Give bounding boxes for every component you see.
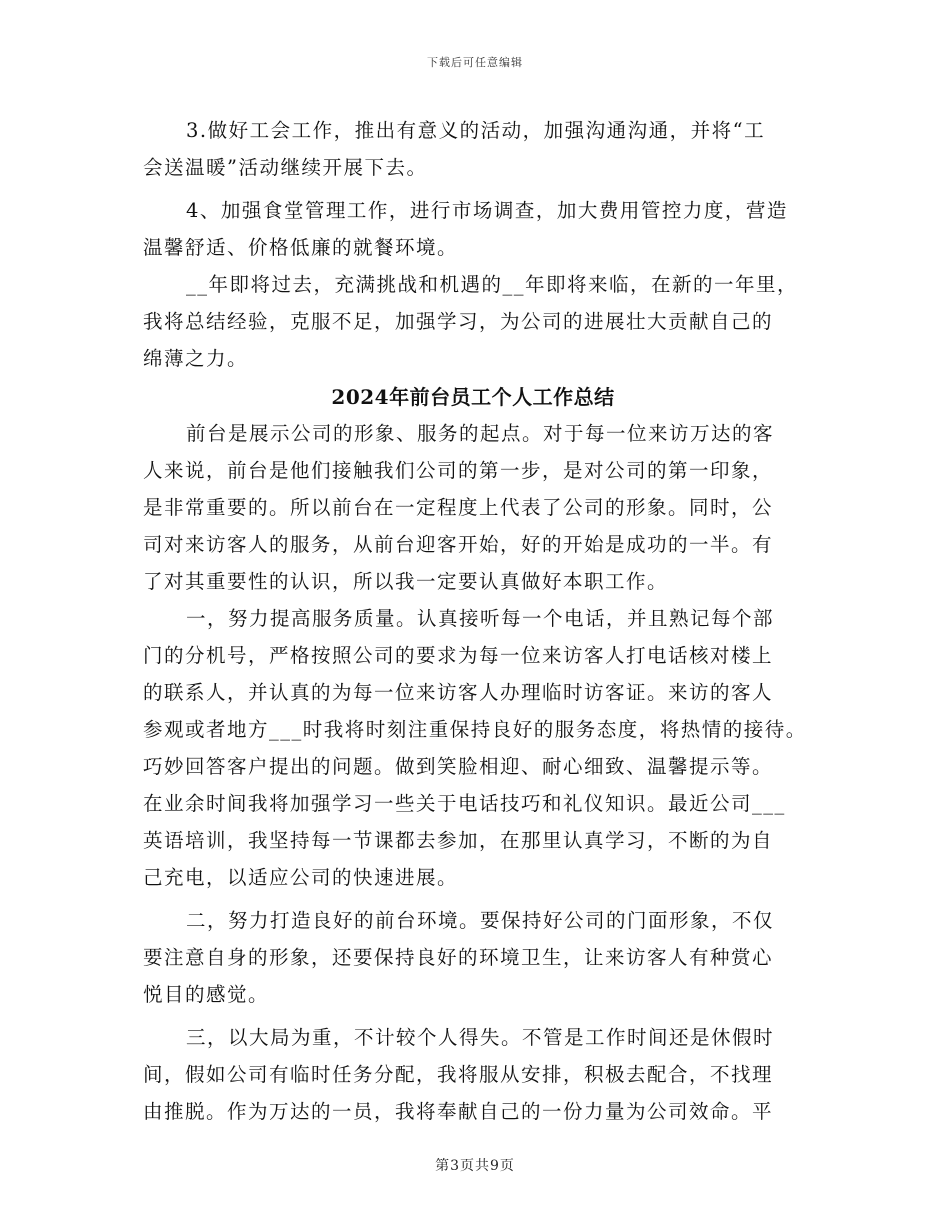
- text-line: 前台是展示公司的形象、服务的起点。对于每一位来访万达的客: [186, 422, 775, 445]
- page-header: 下载后可任意编辑: [427, 56, 523, 69]
- text-line: __年即将过去，充满挑战和机遇的__年即将来临，在新的一年里，: [186, 273, 799, 296]
- paragraph-item-3: [143, 112, 803, 186]
- text-line: 4、加强食堂管理工作，进行市场调查，加大费用管控力度，营造: [186, 199, 788, 222]
- closing-paragraph: [143, 266, 803, 377]
- text-line: 3.做好工会工作，推出有意义的活动，加强沟通沟通，并将“工: [186, 119, 766, 142]
- text-line: 一，努力提高服务质量。认真接听每一个电话，并且熟记每个部: [186, 607, 775, 630]
- text-line: 英语培训，我坚持每一节课都去参加，在那里认真学习，不断的为自: [143, 829, 774, 852]
- text-line: 是非常重要的。所以前台在一定程度上代表了公司的形象。同时，公: [143, 496, 774, 519]
- text-line: 会送温暖”活动继续开展下去。: [143, 156, 428, 179]
- text-line: 巧妙回答客户提出的问题。做到笑脸相迎、耐心细致、温馨提示等。: [143, 755, 774, 778]
- text-line: 三，以大局为重，不计较个人得失。不管是工作时间还是休假时: [186, 1026, 775, 1049]
- page-number: 第3页共9页: [435, 1158, 515, 1174]
- document-body: [143, 112, 807, 1130]
- intro-paragraph: [143, 415, 803, 600]
- text-line: 我将总结经验，克服不足，加强学习，为公司的进展壮大贡献自己的: [143, 310, 774, 333]
- text-line: 人来说，前台是他们接触我们公司的第一步，是对公司的第一印象，: [143, 459, 774, 482]
- text-line: 在业余时间我将加强学习一些关于电话技巧和礼仪知识。最近公司___: [143, 792, 786, 815]
- text-line: 门的分机号，严格按照公司的要求为每一位来访客人打电话核对楼上: [143, 644, 774, 667]
- text-line: 参观或者地方___时我将时刻注重保持良好的服务态度，将热情的接待。: [143, 718, 807, 741]
- text-line: 由推脱。作为万达的一员，我将奉献自己的一份力量为公司效命。平: [143, 1100, 774, 1123]
- text-line: 己充电，以适应公司的快速进展。: [143, 866, 459, 889]
- text-line: 的联系人，并认真的为每一位来访客人办理临时访客证。来访的客人: [143, 681, 774, 704]
- text-line: 司对来访客人的服务，从前台迎客开始，好的开始是成功的一半。有: [143, 533, 774, 556]
- text-line: 二，努力打造良好的前台环境。要保持好公司的门面形象，不仅: [186, 909, 775, 932]
- text-line: 温馨舒适、价格低廉的就餐环境。: [143, 236, 459, 259]
- paragraph-item-4: [143, 192, 803, 266]
- text-line: 悦目的感觉。: [143, 983, 270, 1006]
- point-3-paragraph: [143, 1019, 803, 1130]
- text-line: 间，假如公司有临时任务分配，我将服从安排，积极去配合，不找理: [143, 1063, 774, 1086]
- text-line: 了对其重要性的认识，所以我一定要认真做好本职工作。: [143, 570, 669, 593]
- point-1-paragraph: [143, 600, 807, 896]
- point-2-paragraph: [143, 902, 803, 1013]
- text-line: 绵薄之力。: [143, 347, 249, 370]
- section-title: 2024年前台员工个人工作总结: [331, 385, 615, 409]
- text-line: 要注意自身的形象，还要保持良好的环境卫生，让来访客人有种赏心: [143, 946, 774, 969]
